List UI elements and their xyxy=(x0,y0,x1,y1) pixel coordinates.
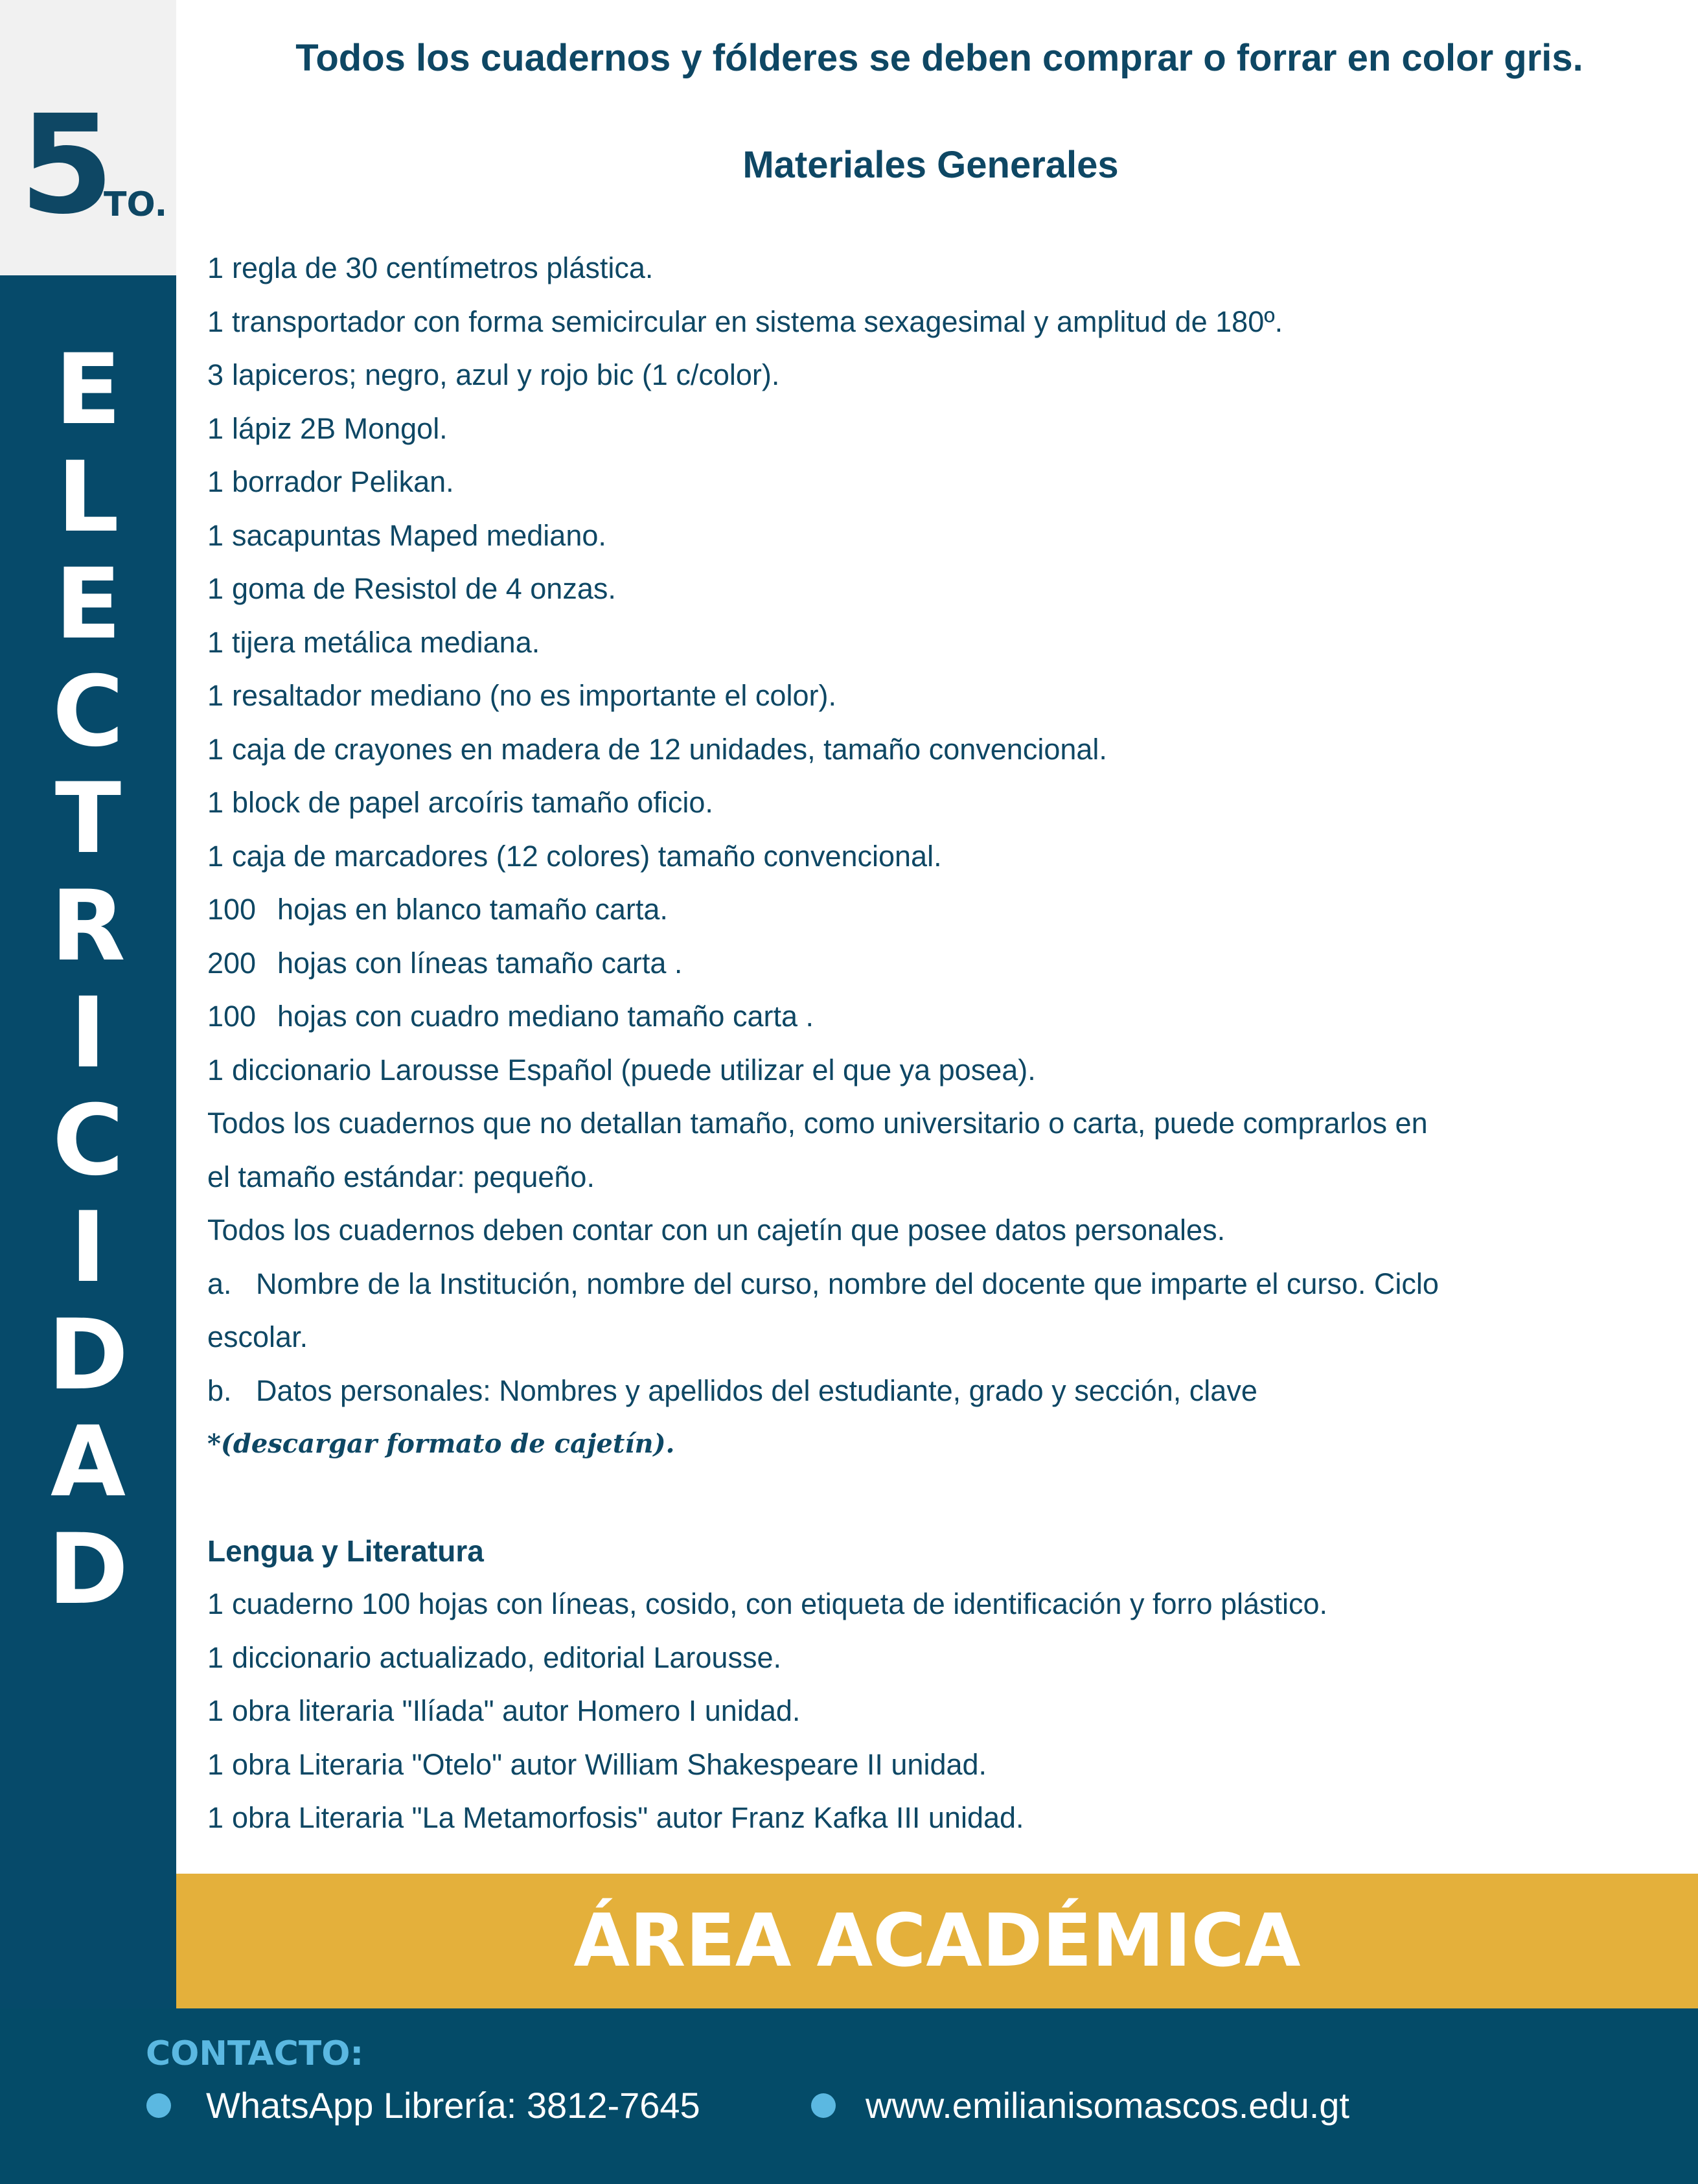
download-note[interactable]: *(descargar formato de cajetín). xyxy=(207,1429,675,1459)
list-item xyxy=(207,569,616,608)
item-text: diccionario actualizado, editorial Larousse. xyxy=(232,1641,781,1674)
contact-title: CONTACTO: xyxy=(146,2034,364,2073)
item-text: cuaderno 100 hojas con líneas, cosido, con etiqueta de identificación y forro plástico. xyxy=(232,1587,1328,1620)
bullet-icon xyxy=(811,2093,836,2118)
item-quantity: 1 xyxy=(207,840,224,873)
item-quantity: 1 xyxy=(207,305,224,338)
item-quantity: 1 xyxy=(207,786,224,819)
item-quantity: 1 xyxy=(207,519,224,552)
list-item xyxy=(207,1692,800,1730)
item-text: diccionario Larousse Español (puede utilizar el que ya posea). xyxy=(232,1053,1036,1086)
subject-letter: I xyxy=(70,1191,106,1304)
item-quantity: 1 xyxy=(207,1801,224,1834)
vertical-subject-word xyxy=(0,334,176,1626)
item-text: regla de 30 centímetros plástica. xyxy=(232,251,654,284)
list-item xyxy=(207,1638,781,1677)
subject-letter: C xyxy=(52,1084,124,1197)
sub-item-mark: b. xyxy=(207,1374,232,1407)
list-item xyxy=(207,837,942,876)
note-text: el tamaño estándar: pequeño. xyxy=(207,1160,595,1193)
subject-letter: A xyxy=(50,1406,126,1519)
item-quantity: 3 xyxy=(207,358,224,391)
sub-item-continuation: escolar. xyxy=(207,1320,308,1353)
item-text: obra literaria "Ilíada" autor Homero I unidad. xyxy=(232,1694,801,1727)
grade-box xyxy=(0,0,176,275)
item-text: caja de marcadores (12 colores) tamaño convencional. xyxy=(232,840,942,873)
grade-suffix: TO. xyxy=(104,185,168,224)
item-text: tijera metálica mediana. xyxy=(232,626,540,659)
item-quantity: 100 xyxy=(207,1000,257,1033)
list-item xyxy=(207,356,779,395)
list-item xyxy=(207,890,668,929)
list-item xyxy=(207,1051,1036,1090)
item-quantity: 200 xyxy=(207,947,257,980)
item-text: lápiz 2B Mongol. xyxy=(232,412,448,445)
list-item xyxy=(207,1745,987,1784)
item-text: resaltador mediano (no es importante el color). xyxy=(232,679,836,712)
sub-item xyxy=(207,1372,1257,1410)
item-text: block de papel arcoíris tamaño oficio. xyxy=(232,786,713,819)
list-item xyxy=(207,409,448,448)
list-item xyxy=(207,249,653,288)
list-item xyxy=(207,730,1107,769)
area-banner xyxy=(176,1874,1698,2008)
footer xyxy=(0,2008,1698,2184)
sub-item-mark: a. xyxy=(207,1267,232,1300)
item-text: obra Literaria "Otelo" autor William Shakespeare II unidad. xyxy=(232,1748,987,1781)
list-item xyxy=(207,783,713,822)
list-item xyxy=(207,516,606,555)
page-headline: Todos los cuadernos y fólderes se deben comprar o forrar en color gris. xyxy=(295,37,1583,79)
item-text: lapiceros; negro, azul y rojo bic (1 c/color). xyxy=(232,358,780,391)
sub-item-text: Datos personales: Nombres y apellidos del estudiante, grado y sección, clave xyxy=(256,1374,1257,1407)
item-quantity: 1 xyxy=(207,412,224,445)
item-quantity: 100 xyxy=(207,893,257,926)
note-text: Todos los cuadernos deben contar con un cajetín que posee datos personales. xyxy=(207,1213,1226,1247)
item-text: borrador Pelikan. xyxy=(232,465,454,498)
item-text: goma de Resistol de 4 onzas. xyxy=(232,572,616,605)
subject-letter: D xyxy=(47,1298,129,1412)
item-quantity: 1 xyxy=(207,251,224,284)
grade-number: 5 xyxy=(19,86,115,244)
item-quantity: 1 xyxy=(207,572,224,605)
item-text: hojas en blanco tamaño carta. xyxy=(277,893,668,926)
item-text: sacapuntas Maped mediano. xyxy=(232,519,606,552)
sub-item-text: Nombre de la Institución, nombre del curso, nombre del docente que imparte el curso. Ciclo xyxy=(256,1267,1439,1300)
item-quantity: 1 xyxy=(207,1641,224,1674)
subject-letter: L xyxy=(57,441,119,554)
item-text: obra Literaria "La Metamorfosis" autor Franz Kafka III unidad. xyxy=(232,1801,1024,1834)
list-item xyxy=(207,997,814,1036)
list-item xyxy=(207,676,836,715)
subject-letter: C xyxy=(52,655,124,768)
list-item xyxy=(207,623,540,662)
subject-letter: E xyxy=(54,548,122,661)
list-item xyxy=(207,1799,1024,1837)
item-text: transportador con forma semicircular en sistema sexagesimal y amplitud de 180º. xyxy=(232,305,1283,338)
bullet-icon xyxy=(146,2093,171,2118)
area-title: ÁREA ACADÉMICA xyxy=(573,1899,1301,1983)
item-quantity: 1 xyxy=(207,679,224,712)
subject-letter: E xyxy=(54,334,122,446)
subject-letter: D xyxy=(47,1513,129,1626)
item-text: caja de crayones en madera de 12 unidades, tamaño convencional. xyxy=(232,733,1107,766)
website-link[interactable]: www.emilianisomascos.edu.gt xyxy=(866,2085,1349,2126)
list-item xyxy=(207,303,1283,341)
item-quantity: 1 xyxy=(207,626,224,659)
item-quantity: 1 xyxy=(207,1053,224,1086)
item-quantity: 1 xyxy=(207,1748,224,1781)
item-quantity: 1 xyxy=(207,733,224,766)
section-title-lengua: Lengua y Literatura xyxy=(207,1534,484,1568)
whatsapp-contact[interactable]: WhatsApp Librería: 3812-7645 xyxy=(206,2085,700,2126)
subject-letter: R xyxy=(51,869,126,983)
item-text: hojas con cuadro mediano tamaño carta . xyxy=(277,1000,814,1033)
list-item xyxy=(207,944,682,983)
item-quantity: 1 xyxy=(207,465,224,498)
item-quantity: 1 xyxy=(207,1694,224,1727)
list-item xyxy=(207,463,454,501)
list-item xyxy=(207,1585,1327,1624)
note-text: Todos los cuadernos que no detallan tamaño, como universitario o carta, puede comprarlos en xyxy=(207,1107,1428,1140)
subject-letter: I xyxy=(70,977,106,1090)
item-quantity: 1 xyxy=(207,1587,224,1620)
section-title-general: Materiales Generales xyxy=(742,144,1119,186)
sub-item xyxy=(207,1265,1439,1304)
item-text: hojas con líneas tamaño carta . xyxy=(277,947,683,980)
subject-letter: T xyxy=(54,763,122,875)
sidebar xyxy=(0,0,176,2008)
